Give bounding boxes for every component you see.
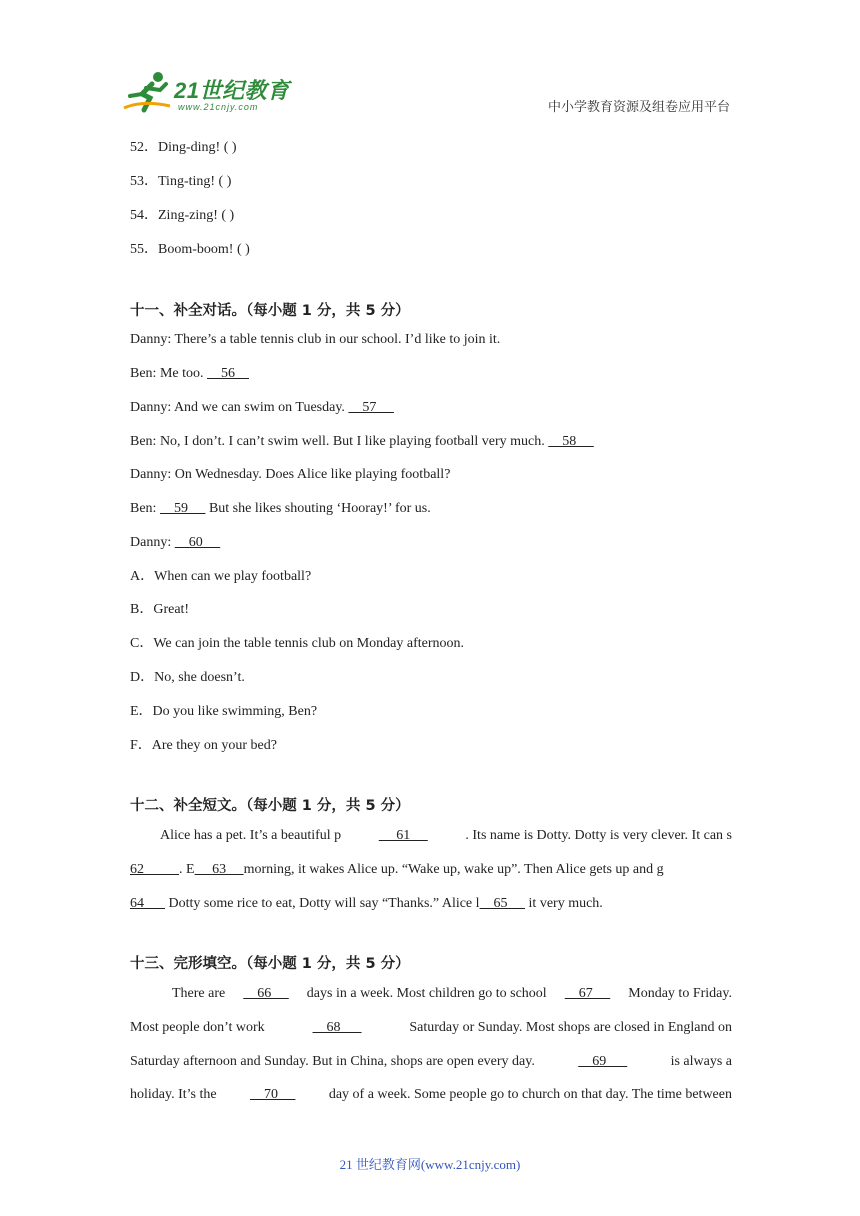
blank-57[interactable]: 57 [348, 400, 394, 415]
blank-56[interactable]: 56 [207, 366, 249, 381]
dialog-line-4: Ben: No, I don’t. I can’t swim well. But I like playing football very much. 58 [130, 434, 594, 449]
blank-70[interactable]: 70 [249, 1087, 296, 1102]
option-f: F．Are they on your bed? [130, 738, 277, 753]
question-55: 55．Boom-boom! ( ) [130, 242, 250, 257]
site-logo[interactable] [122, 70, 292, 120]
dialog-line-7: Danny: 60 [130, 535, 221, 550]
option-d: D．No, she doesn’t. [130, 670, 245, 685]
page-header [0, 0, 860, 120]
dialog-line-2: Ben: Me too. 56 [130, 366, 249, 381]
section-11-title: 十一、补全对话。（每小题 1 分，共 5 分） [130, 303, 410, 319]
blank-69[interactable]: 69 [578, 1054, 628, 1069]
blank-58[interactable]: 58 [548, 434, 594, 449]
option-c: C．We can join the table tennis club on Monday afternoon. [130, 636, 465, 651]
dialog-line-6: Ben: 59 But she likes shouting ‘Hooray!’ for us. [130, 501, 431, 516]
passage-12-line-2: 62 . E 63 morning, it wakes Alice up. “Wake up, wake up”. Then Alice gets up and g [130, 860, 732, 880]
question-52: 52．Ding-ding! ( ) [130, 140, 237, 155]
blank-60[interactable]: 60 [174, 535, 221, 550]
section-13-title: 十三、完形填空。（每小题 1 分，共 5 分） [130, 956, 410, 972]
passage-13-line-3: Saturday afternoon and Sunday. But in China, shops are open every day. 69 is always a [130, 1052, 732, 1072]
blank-65[interactable]: 65 [479, 896, 526, 911]
page-footer[interactable]: 21 世纪教育网(www.21cnjy.com) [339, 1157, 521, 1172]
blank-68[interactable]: 68 [312, 1020, 362, 1035]
blank-62[interactable]: 62 [130, 862, 179, 877]
blank-66[interactable]: 66 [243, 986, 289, 1001]
passage-13-line-2: Most people don’t work 68 Saturday or Sunday. Most shops are closed in England on [130, 1018, 732, 1038]
blank-67[interactable]: 67 [564, 986, 611, 1001]
option-b: B．Great! [130, 602, 190, 617]
blank-61[interactable]: 61 [378, 828, 428, 843]
blank-63[interactable]: 63 [194, 862, 244, 877]
blank-64[interactable]: 64 [130, 896, 165, 911]
option-a: A．When can we play football? [130, 569, 312, 584]
passage-13-line-4: holiday. It’s the 70 day of a week. Some people go to church on that day. The time between [130, 1085, 732, 1105]
platform-tagline: 中小学教育资源及组卷应用平台 [547, 100, 730, 115]
dialog-line-1: Danny: There’s a table tennis club in our school. I’d like to join it. [130, 332, 501, 347]
blank-59[interactable]: 59 [159, 501, 206, 516]
section-12-title: 十二、补全短文。（每小题 1 分，共 5 分） [130, 798, 410, 814]
question-53: 53．Ting-ting! ( ) [130, 174, 232, 189]
passage-12-line-1: Alice has a pet. It’s a beautiful p 61 . Its name is Dotty. Dotty is very clever. It can s [160, 826, 732, 846]
dialog-line-3: Danny: And we can swim on Tuesday. 57 [130, 400, 394, 415]
passage-13-line-1: There are 66 days in a week. Most children go to school 67 Monday to Friday. [172, 984, 732, 1004]
logo-subtext: www.21cnjy.com [178, 102, 259, 112]
question-54: 54．Zing-zing! ( ) [130, 208, 235, 223]
passage-12-line-3: 64 Dotty some rice to eat, Dotty will say “Thanks.” Alice l 65 it very much. [130, 896, 603, 911]
option-e: E．Do you like swimming, Ben? [130, 704, 318, 719]
dialog-line-5: Danny: On Wednesday. Does Alice like playing football? [130, 467, 451, 482]
runner-icon [122, 70, 172, 114]
logo-text: 21世纪教育 [174, 78, 290, 103]
